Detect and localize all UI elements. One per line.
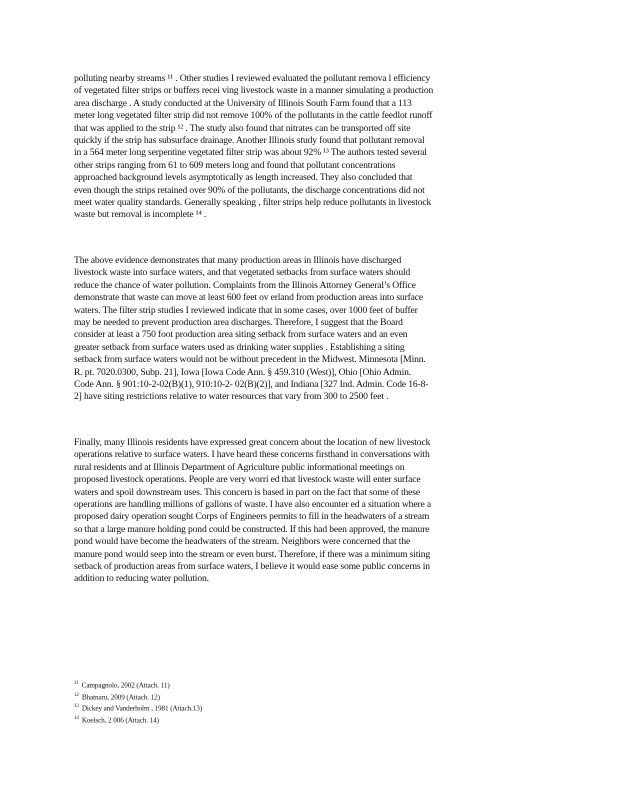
text-line: Finally, many Illinois residents have expressed great concern about the location of new livestock [74, 437, 431, 448]
text-line: meet water quality standards. Generally speaking , filter strips help reduce pollutants in livestock [74, 197, 432, 209]
text-line: approached background levels asymptotically as length increased. They also concluded that [74, 172, 413, 184]
footnote-text: Campagnolo, 2002 (Attach. 11) [81, 681, 170, 690]
text-line: operations are handling millions of gallons of waste. I have also encounter ed a situation where a [74, 499, 431, 511]
text-line: Code Ann. § 901:10-2-02(B)(1), 910:10-2- 02(B)(2)], and Indiana [327 Ind. Admin. Code 16-8- [74, 379, 429, 391]
text-line: greater setback from surface waters used as drinking water supplies . Establishing a siting [74, 341, 405, 353]
footnote-mark: 14 [74, 715, 79, 721]
paragraph-setback-evidence [74, 255, 544, 404]
text-line: operations relative to surface waters. I have heard these concerns firsthand in conversations with [74, 449, 430, 461]
text-line: even though the strips retained over 90% of the pollutants, the discharge concentrations did not [74, 184, 425, 196]
text-line: manure pond would seep into the stream or even burst. Therefore, if there was a minimum siting [74, 548, 431, 560]
text-line: meter long vegetated filter strip did not remove 100% of the pollutants in the cattle feedlot runoff [74, 110, 433, 122]
footnote-mark: 13 [74, 704, 79, 710]
text-line: of vegetated filter strips or buffers recei ving livestock waste in a manner simulating a production [74, 85, 434, 97]
text-line: waters and spoil downstream uses. This concern is based in part on the fact that some of these [74, 486, 420, 498]
footnote [74, 679, 374, 691]
text-line: quickly if the strip has subsurface drainage. Another Illinois study found that pollutant removal [74, 135, 425, 147]
text-line: waste but removal is incomplete ¹⁴ . [74, 209, 207, 221]
text-line: consider at least a 750 foot production area siting setback from surface waters and an even [74, 329, 408, 341]
paragraph-filter-strip-studies [74, 73, 544, 222]
footnote-text: Dickey and Vanderholm , 1981 (Attach.13) [81, 704, 203, 713]
footnote [74, 714, 374, 726]
text-line: rural residents and at Illinois Department of Agriculture public informational meetings on [74, 461, 405, 473]
text-line: 2] have siting restrictions relative to water resources that vary from 300 to 2500 feet . [74, 391, 389, 403]
footnote-text: Koelsch, 2 006 (Attach. 14) [81, 716, 159, 725]
text-line: pond would have become the headwaters of the stream. Neighbors were concerned that the [74, 536, 411, 548]
text-line: polluting nearby streams ¹¹ . Other studies I reviewed evaluated the pollutant remova l efficiency [74, 73, 431, 84]
text-line: The above evidence demonstrates that many production areas in Illinois have discharged [74, 255, 402, 266]
footnote [74, 691, 374, 703]
footnote-text: Bhatnaru, 2009 (Attach. 12) [81, 692, 160, 701]
text-line: that was applied to the strip ¹² . The study also found that nitrates can be transported off site [74, 122, 411, 134]
text-line: proposed dairy operation sought Corps of Engineers permits to fill in the headwaters of a stream [74, 511, 430, 523]
text-line: reduce the chance of water pollution. Complaints from the Illinois Attorney General’s Office [74, 279, 416, 291]
text-line: so that a large manure holding pond could be constructed. If this had been approved, the manure [74, 523, 430, 535]
text-line: setback of production areas from surface waters, I believe it would ease some public concerns in [74, 561, 430, 573]
footnote [74, 702, 374, 714]
text-line: waters. The filter strip studies I reviewed indicate that in some cases, over 1000 feet of buffer [74, 304, 418, 316]
text-line: proposed livestock operations. People are very worri ed that livestock waste will enter surface [74, 474, 421, 486]
text-line: livestock waste into surface waters, and that vegetated setbacks from surface waters should [74, 267, 411, 279]
text-line: may be needed to prevent production area discharges. Therefore, I suggest that the Board [74, 317, 403, 329]
text-line: addition to reducing water pollution. [74, 573, 209, 585]
text-line: in a 564 meter long serpentine vegetated filter strip was about 92% ¹³ The authors tested several [74, 147, 427, 159]
footnotes [74, 679, 374, 725]
text-line: R. pt. 7020.0300, Subp. 21], Iowa [Iowa Code Ann. § 459.310 (West)], Ohio [Ohio Admin. [74, 366, 412, 378]
paragraph-public-concerns [74, 437, 544, 586]
footnote-mark: 11 [74, 681, 79, 686]
text-line: other strips ranging from 61 to 609 meters long and found that pollutant concentrations [74, 159, 396, 171]
text-line: demonstrate that waste can move at least 600 feet ov erland from production areas into surface [74, 292, 423, 304]
text-line: setback from surface waters would not be without precedent in the Midwest. Minnesota [Minn. [74, 354, 426, 366]
footnote-mark: 12 [74, 692, 79, 698]
text-line: area discharge . A study conducted at the University of Illinois South Farm found that a 113 [74, 97, 412, 109]
